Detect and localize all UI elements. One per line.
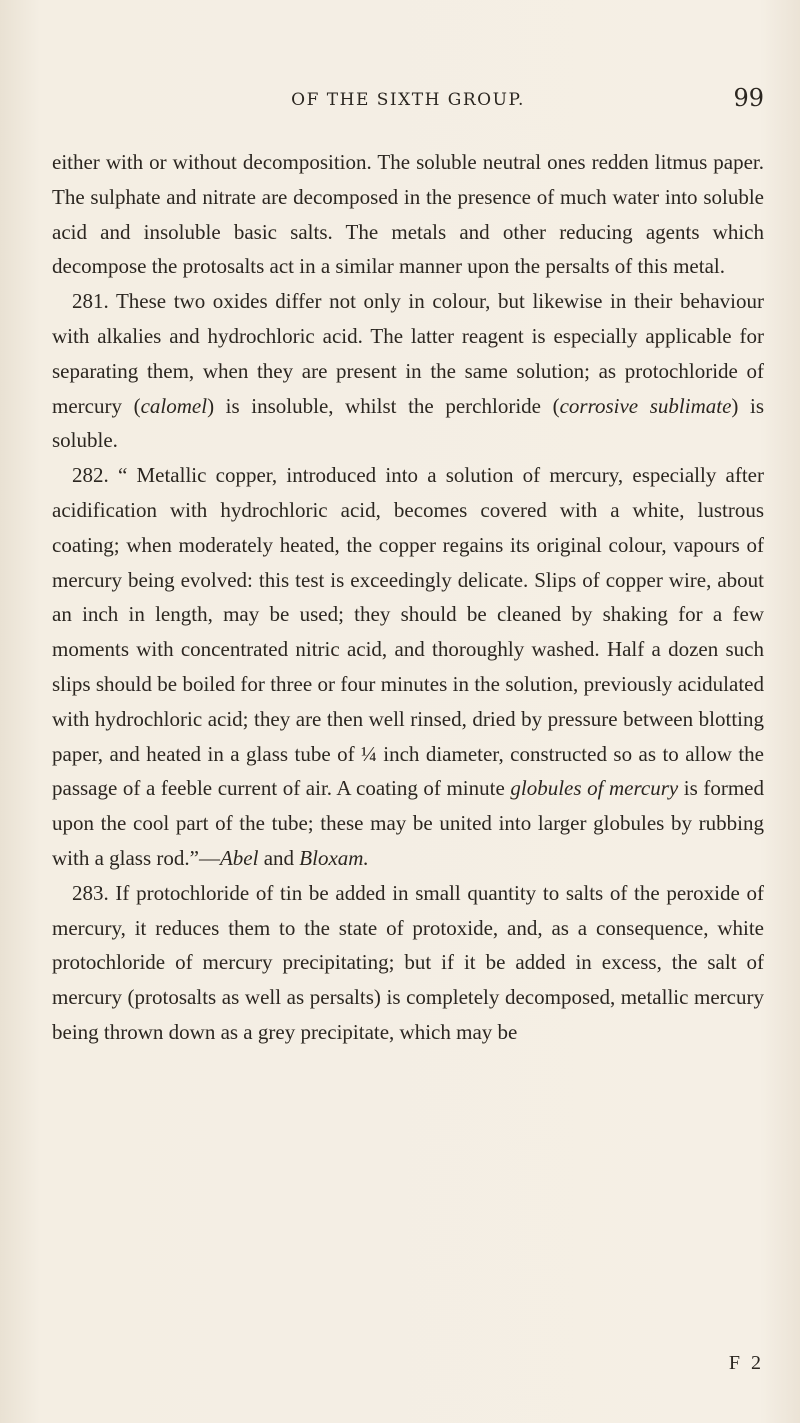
- paragraph-text: 283. If protochloride of tin be added in small quantity to salts of the peroxide of mercury, it reduces them to the state of protoxide, and, as a consequence, white protochloride of mercury precipitating; but if it be added in excess, the salt of mercury (protosalts as well as persalts) is completely decomposed, metallic mercury being thrown down as a grey precipitate, which may be: [52, 880, 764, 1044]
- italic-term: globules of mercury: [510, 776, 679, 801]
- paragraph-text: ) is insoluble, whilst the perchloride (: [207, 393, 560, 418]
- italic-term: calomel: [140, 393, 208, 418]
- paragraph-text: is formed upon the cool part of the tube; these may be united into larger globules by rubbing with a glass rod.”—: [52, 776, 764, 870]
- signature-mark: F 2: [728, 1352, 764, 1374]
- page-number: 99: [733, 84, 764, 112]
- running-title: OF THE SIXTH GROUP.: [291, 90, 525, 110]
- author-name: Abel: [219, 845, 259, 870]
- paragraph-282: [52, 458, 764, 876]
- author-name: Bloxam.: [299, 845, 369, 870]
- paragraph-283: [52, 876, 764, 1050]
- paragraph-continuation: [52, 145, 764, 284]
- page-header: [52, 84, 764, 120]
- paragraph-text: 282. “ Metallic copper, introduced into a solution of mercury, especially after acidification with hydrochloric acid, becomes covered with a white, lustrous coating; when moderately heated, the copper regains its original colour, vapours of mercury being evolved: this test is exceedingly delicate. Slips of copper wire, about an inch in length, may be used; they should be cleaned by shaking for a few moments with concentrated nitric acid, and thoroughly washed. Half a dozen such slips should be boiled for three or four minutes in the solution, previously acidulated with hydrochloric acid; they are then well rinsed, dried by pressure between blotting paper, and heated in a glass tube of ¼ inch diameter, constructed so as to allow the passage of a feeble current of air. A coating of minute: [52, 463, 764, 801]
- paragraph-text: either with or without decomposition. The soluble neutral ones redden litmus paper. The sulphate and nitrate are decomposed in the presence of much water into soluble acid and insoluble basic salts. The metals and other reducing agents which decompose the protosalts act in a similar manner upon the persalts of this metal.: [52, 150, 764, 279]
- paragraph-text: 281. These two oxides differ not only in colour, but likewise in their behaviour with alkalies and hydrochloric acid. The latter reagent is especially applicable for separating them, when they are present in the same solution; as protochloride of mercury (: [52, 289, 764, 418]
- paragraph-text: and: [258, 845, 300, 870]
- paragraph-text: ) is soluble.: [52, 393, 764, 453]
- italic-term: corrosive sublimate: [559, 393, 732, 418]
- paragraph-281: [52, 284, 764, 458]
- body-text: [52, 145, 764, 1050]
